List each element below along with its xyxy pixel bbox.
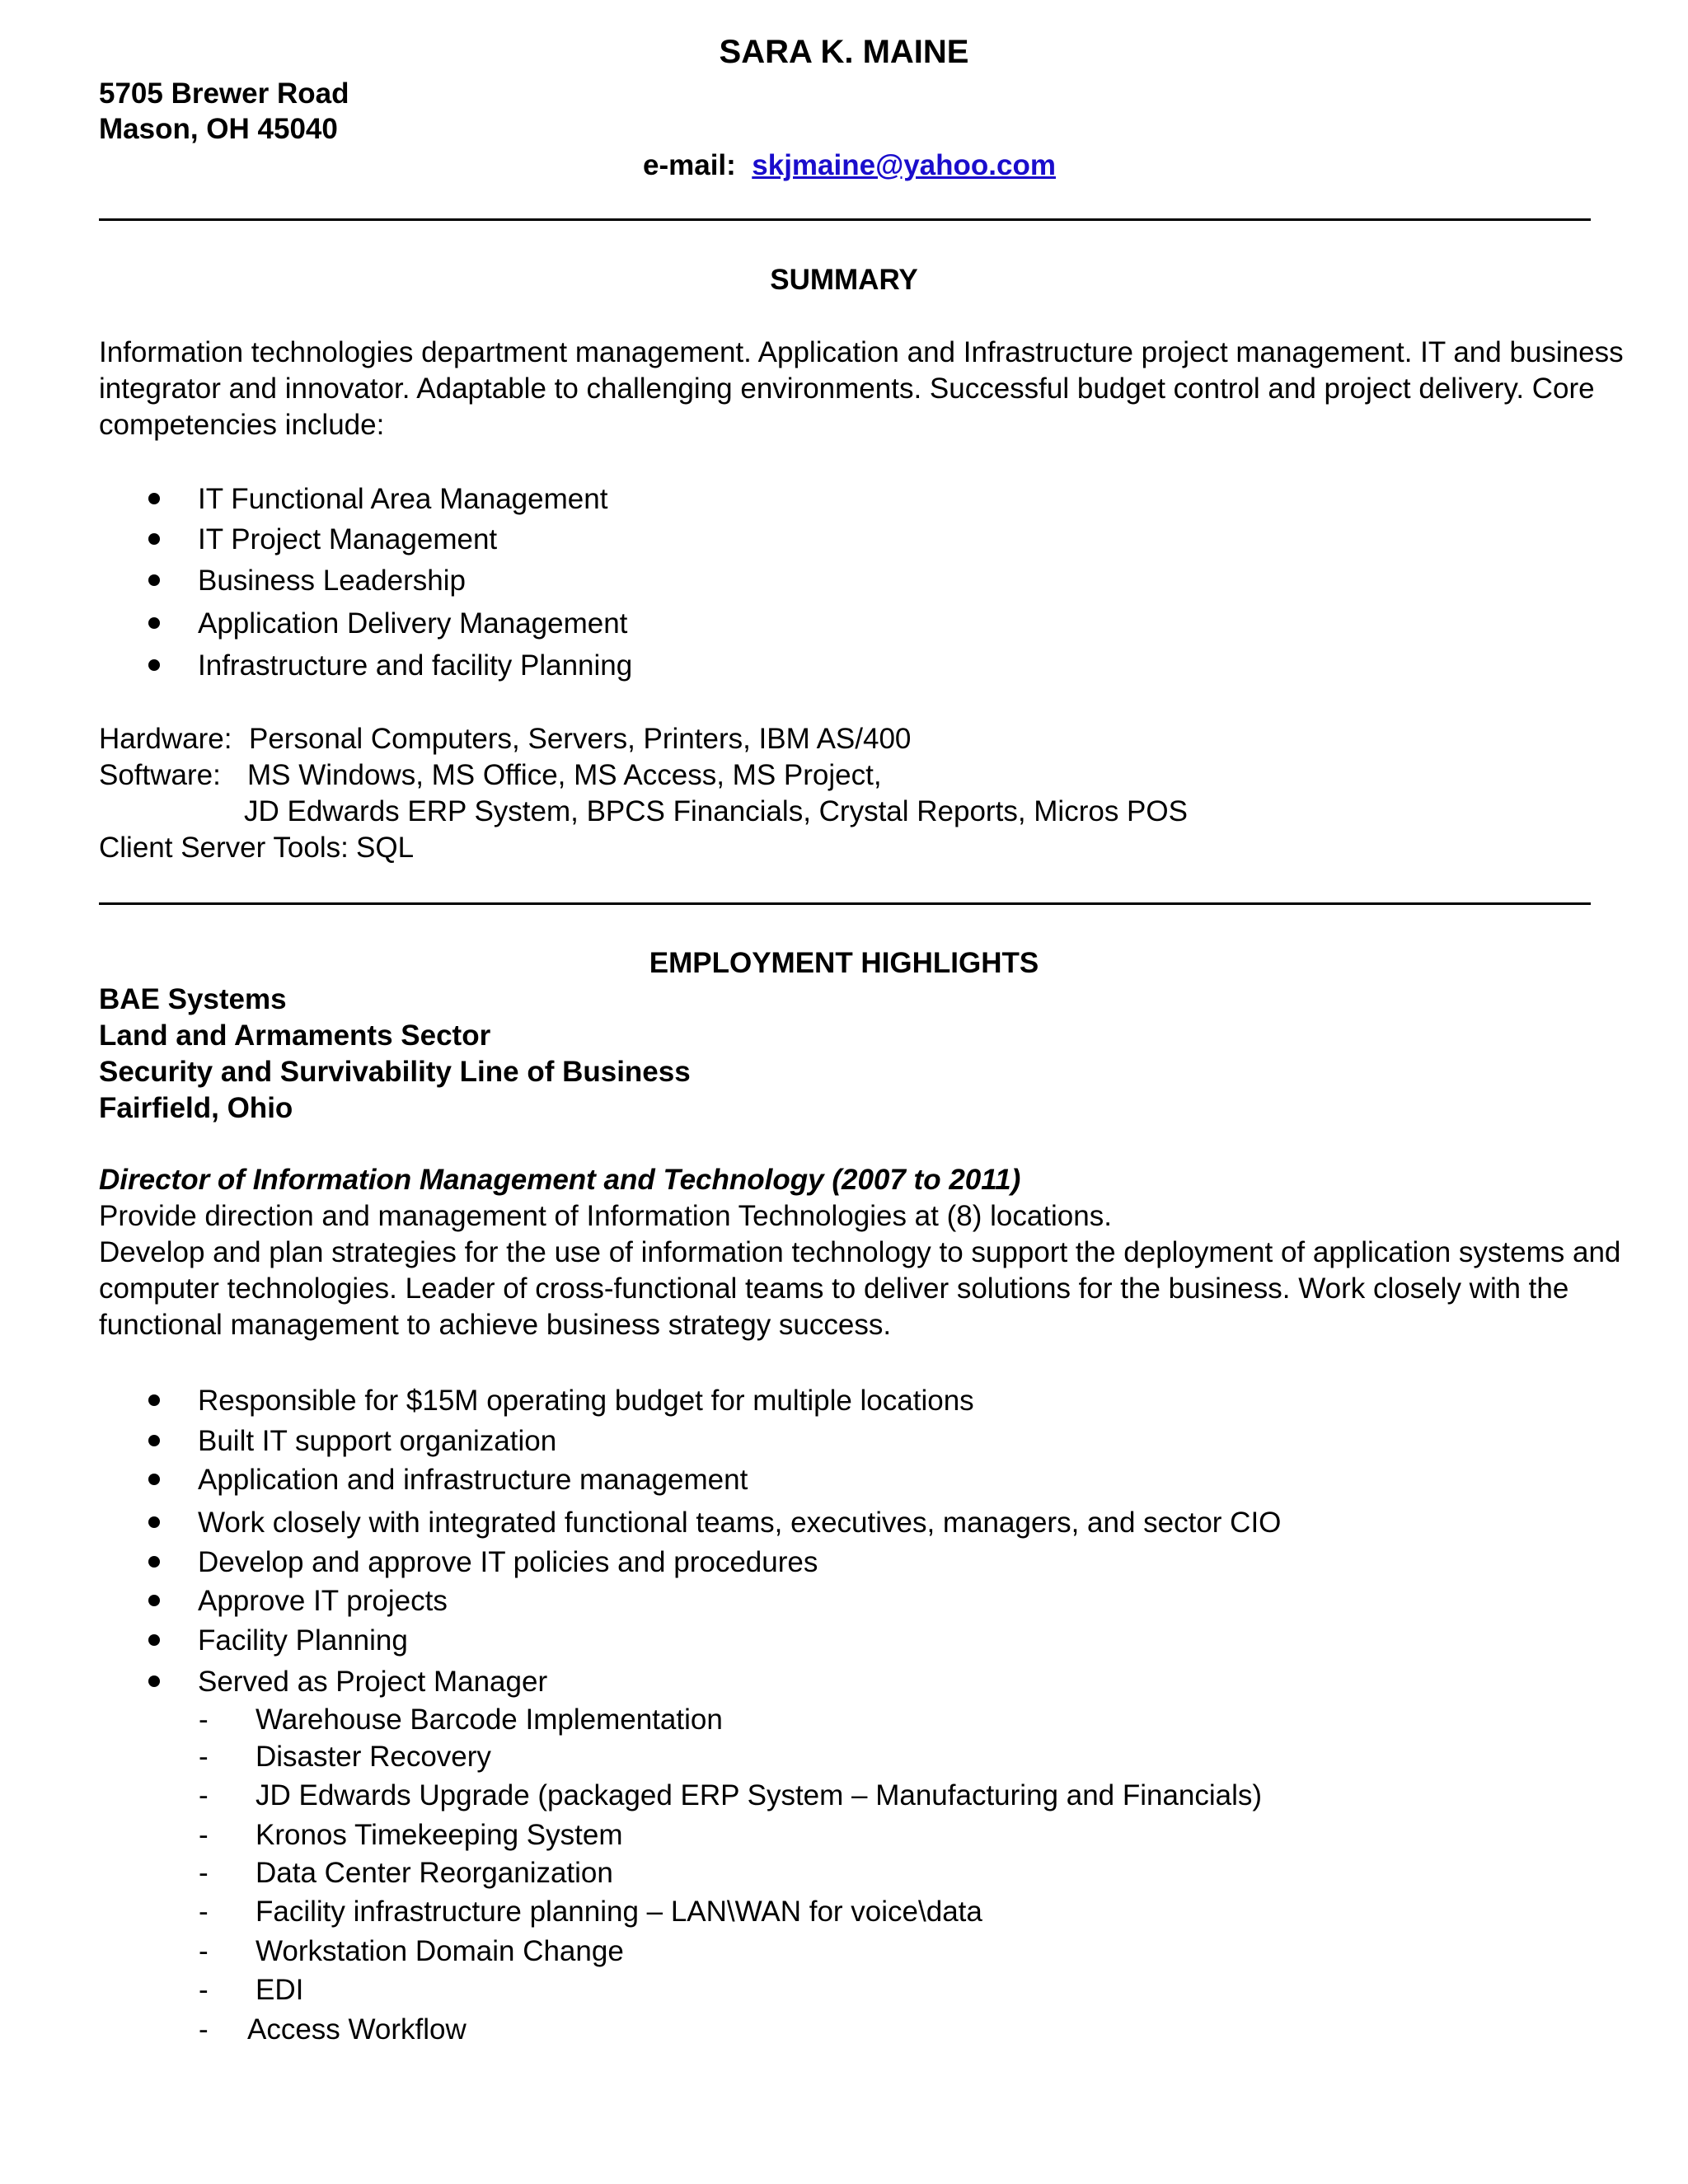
dash-marker: - bbox=[199, 1935, 209, 1967]
dash-marker: - bbox=[199, 1819, 209, 1851]
responsibility-item: Application and infrastructure management bbox=[198, 1464, 748, 1496]
email-row bbox=[643, 148, 1056, 184]
competency-item: Business Leadership bbox=[198, 565, 466, 597]
competency-item: IT Project Management bbox=[198, 523, 498, 555]
bullet-icon bbox=[148, 659, 160, 671]
divider-middle bbox=[99, 902, 1591, 905]
email-label: e-mail: bbox=[643, 149, 736, 181]
dash-marker: - bbox=[199, 2013, 209, 2046]
bullet-icon bbox=[148, 1394, 160, 1406]
software-label: Software: bbox=[99, 759, 221, 791]
project-item: Workstation Domain Change bbox=[256, 1935, 624, 1967]
job-title: Director of Information Management and Technology (2007 to 2011) bbox=[99, 1164, 1021, 1196]
summary-line-1: Information technologies department management. Application and Infrastructure project management. IT and business bbox=[99, 336, 1624, 368]
tools-value: SQL bbox=[356, 832, 415, 864]
software-value-1: MS Windows, MS Office, MS Access, MS Project, bbox=[247, 759, 882, 791]
address-line-2: Mason, OH 45040 bbox=[99, 113, 338, 145]
dash-marker: - bbox=[199, 1974, 209, 2006]
dash-marker: - bbox=[199, 1896, 209, 1928]
bullet-icon bbox=[148, 1435, 160, 1446]
job-desc-line: Provide direction and management of Information Technologies at (8) locations. bbox=[99, 1200, 1112, 1232]
company-name: BAE Systems bbox=[99, 983, 287, 1015]
divider-top bbox=[99, 218, 1591, 221]
responsibility-item: Approve IT projects bbox=[198, 1585, 448, 1617]
software-value-2: JD Edwards ERP System, BPCS Financials, Crystal Reports, Micros POS bbox=[244, 795, 1188, 827]
project-item: Warehouse Barcode Implementation bbox=[256, 1704, 723, 1736]
project-item: Data Center Reorganization bbox=[256, 1857, 613, 1889]
project-item: Access Workflow bbox=[247, 2013, 467, 2046]
bullet-icon bbox=[148, 1516, 160, 1528]
dash-marker: - bbox=[199, 1704, 209, 1736]
bullet-icon bbox=[148, 1556, 160, 1568]
tools-label: Client Server Tools: bbox=[99, 832, 349, 864]
responsibility-item: Facility Planning bbox=[198, 1624, 408, 1657]
company-sector: Land and Armaments Sector bbox=[99, 1019, 491, 1052]
summary-line-3: competencies include: bbox=[99, 409, 385, 441]
dash-marker: - bbox=[199, 1779, 209, 1811]
project-item: Kronos Timekeeping System bbox=[256, 1819, 623, 1851]
competency-item: IT Functional Area Management bbox=[198, 483, 608, 515]
project-item: EDI bbox=[256, 1974, 304, 2006]
bullet-icon bbox=[148, 1474, 160, 1485]
company-location: Fairfield, Ohio bbox=[99, 1092, 293, 1124]
dash-marker: - bbox=[199, 1857, 209, 1889]
candidate-name: SARA K. MAINE bbox=[719, 34, 969, 70]
summary-heading: SUMMARY bbox=[770, 264, 918, 296]
bullet-icon bbox=[148, 533, 160, 545]
company-line-of-business: Security and Survivability Line of Business bbox=[99, 1056, 691, 1088]
dash-marker: - bbox=[199, 1741, 209, 1773]
bullet-icon bbox=[148, 617, 160, 629]
responsibility-item: Built IT support organization bbox=[198, 1425, 557, 1457]
project-item: Facility infrastructure planning – LAN\WAN for voice\data bbox=[256, 1896, 982, 1928]
project-item: JD Edwards Upgrade (packaged ERP System – Manufacturing and Financials) bbox=[256, 1779, 1263, 1811]
job-desc-line: Develop and plan strategies for the use of information technology to support the deployment of application systems and bbox=[99, 1236, 1621, 1268]
responsibility-item: Served as Project Manager bbox=[198, 1666, 548, 1698]
bullet-icon bbox=[148, 493, 160, 504]
bullet-icon bbox=[148, 1595, 160, 1606]
address-line-1: 5705 Brewer Road bbox=[99, 77, 349, 110]
summary-line-2: integrator and innovator. Adaptable to challenging environments. Successful budget control and project delivery. Core bbox=[99, 373, 1595, 405]
responsibility-item: Responsible for $15M operating budget for multiple locations bbox=[198, 1385, 974, 1417]
hardware-value: Personal Computers, Servers, Printers, IBM AS/400 bbox=[249, 723, 912, 755]
project-item: Disaster Recovery bbox=[256, 1741, 491, 1773]
bullet-icon bbox=[148, 1634, 160, 1646]
employment-heading: EMPLOYMENT HIGHLIGHTS bbox=[649, 947, 1039, 979]
bullet-icon bbox=[148, 574, 160, 586]
competency-item: Application Delivery Management bbox=[198, 607, 628, 640]
email-link[interactable]: skjmaine@yahoo.com bbox=[752, 149, 1056, 181]
responsibility-item: Work closely with integrated functional teams, executives, managers, and sector CIO bbox=[198, 1507, 1282, 1539]
job-desc-line: computer technologies. Leader of cross-functional teams to deliver solutions for the business. Work closely with the bbox=[99, 1272, 1569, 1305]
responsibility-item: Develop and approve IT policies and procedures bbox=[198, 1546, 818, 1578]
hardware-label: Hardware: bbox=[99, 723, 232, 755]
competency-item: Infrastructure and facility Planning bbox=[198, 649, 633, 682]
bullet-icon bbox=[148, 1675, 160, 1687]
job-desc-line: functional management to achieve business strategy success. bbox=[99, 1309, 892, 1341]
